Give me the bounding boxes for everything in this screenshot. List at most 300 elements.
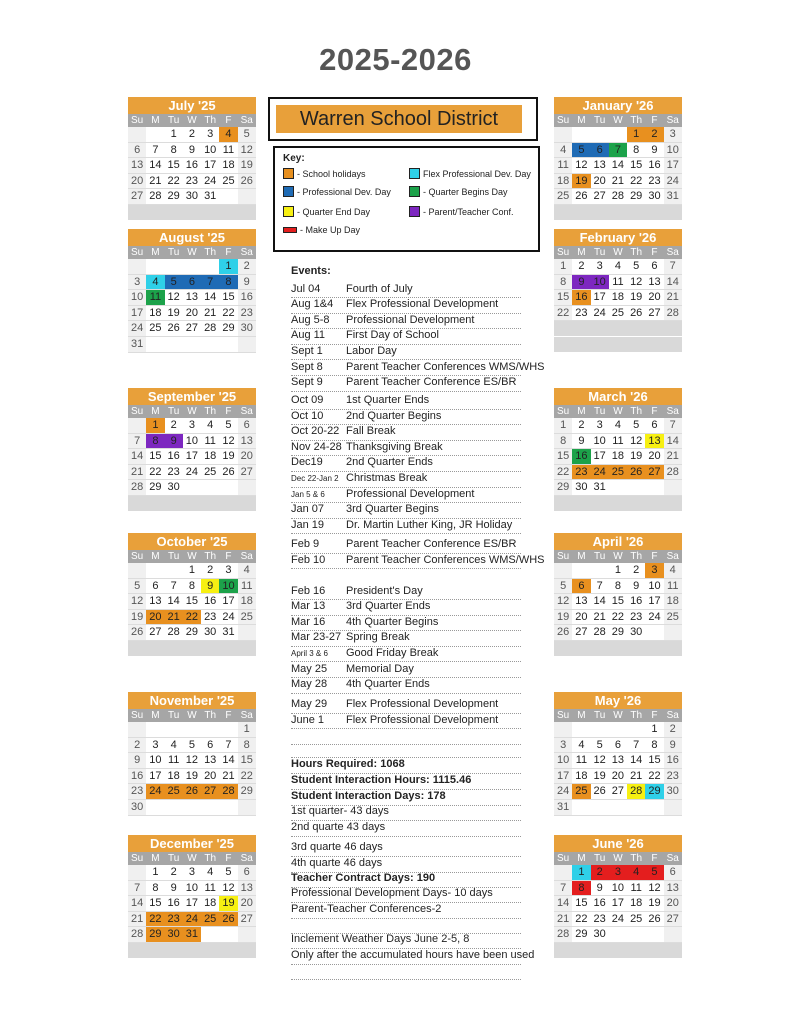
event-row <box>291 518 521 535</box>
day-cell: 28 <box>627 784 645 800</box>
event-text: Good Friday Break <box>346 646 439 659</box>
empty-cell <box>219 641 237 657</box>
day-cell: 5 <box>591 738 609 754</box>
day-cell: 11 <box>201 881 219 897</box>
day-cell: 4 <box>609 418 627 434</box>
district-title-box <box>268 97 538 141</box>
page-title: 2025-2026 <box>319 42 472 77</box>
day-cell: 7 <box>165 579 183 595</box>
day-cell: 28 <box>165 625 183 641</box>
weekday-label: W <box>613 406 623 417</box>
weekday-label: F <box>651 115 658 126</box>
event-date: Aug 11 <box>291 329 326 342</box>
day-cell: 2 <box>572 259 590 275</box>
day-cell: 28 <box>201 321 219 337</box>
weekday-header <box>554 550 682 563</box>
day-cell: 8 <box>572 881 590 897</box>
day-cell: 11 <box>572 753 590 769</box>
day-cell: 14 <box>165 594 183 610</box>
event-text: Flex Professional Development <box>346 298 499 311</box>
weekday-label: Sa <box>240 247 253 258</box>
empty-cell <box>183 496 201 512</box>
day-cell: 16 <box>627 594 645 610</box>
weekday-label: Th <box>204 710 217 721</box>
empty-cell <box>645 496 663 512</box>
weekday-label: Sa <box>240 115 253 126</box>
event-text: Memorial Day <box>346 662 414 675</box>
key-item <box>409 168 531 179</box>
day-cell: 27 <box>238 912 256 928</box>
empty-cell <box>146 800 164 816</box>
day-cell: 7 <box>664 418 682 434</box>
day-cell: 24 <box>128 321 146 337</box>
empty-cell <box>645 625 663 641</box>
day-cell: 25 <box>609 465 627 481</box>
event-date: Nov 24-28 <box>291 440 342 453</box>
weekday-label: W <box>187 853 197 864</box>
day-cell: 27 <box>146 625 164 641</box>
weekday-label: M <box>577 551 586 562</box>
day-cell: 25 <box>572 784 590 800</box>
event-row <box>291 393 521 410</box>
empty-cell <box>201 259 219 275</box>
day-cell: 22 <box>572 912 590 928</box>
day-cell: 18 <box>219 158 237 174</box>
weekday-label: Su <box>131 247 144 258</box>
day-cell: 22 <box>627 174 645 190</box>
event-text: Spring Break <box>346 631 410 644</box>
day-cell: 11 <box>165 753 183 769</box>
day-cell: 8 <box>238 738 256 754</box>
empty-cell <box>645 800 663 816</box>
weekday-label: Su <box>557 115 570 126</box>
empty-cell <box>609 127 627 143</box>
empty-cell <box>627 927 645 943</box>
month-title: June '26 <box>554 835 682 852</box>
weekday-label: Tu <box>168 247 180 258</box>
weekday-label: Su <box>131 853 144 864</box>
day-cell: 24 <box>219 610 237 626</box>
day-cell: 12 <box>165 290 183 306</box>
weekday-label: Su <box>131 551 144 562</box>
event-date: Oct 20-22 <box>291 425 340 438</box>
day-grid <box>128 259 256 353</box>
event-date: Jul 04 <box>291 282 321 295</box>
empty-cell <box>238 927 256 943</box>
event-text: 2nd Quarter Begins <box>346 409 442 422</box>
event-date: May 28 <box>291 678 328 691</box>
day-cell: 27 <box>645 306 663 322</box>
event-date: Mar 23-27 <box>291 631 342 644</box>
day-cell: 18 <box>238 594 256 610</box>
event-text: Parent Teacher Conferences WMS/WHS <box>346 360 545 373</box>
day-cell: 30 <box>664 784 682 800</box>
day-cell: 3 <box>554 738 572 754</box>
day-cell: 22 <box>238 769 256 785</box>
day-cell: 8 <box>146 881 164 897</box>
empty-cell <box>146 259 164 275</box>
weekday-header <box>554 709 682 722</box>
weekday-label: Tu <box>594 710 606 721</box>
empty-cell <box>572 205 590 221</box>
empty-cell <box>146 563 164 579</box>
legend-key <box>273 146 540 252</box>
day-cell: 18 <box>146 306 164 322</box>
day-cell: 16 <box>183 158 201 174</box>
weekday-label: F <box>225 710 232 721</box>
day-cell: 10 <box>183 434 201 450</box>
month-calendar <box>128 229 256 353</box>
empty-cell <box>165 259 183 275</box>
day-cell: 16 <box>201 594 219 610</box>
day-cell: 2 <box>165 418 183 434</box>
day-cell: 1 <box>165 127 183 143</box>
empty-cell <box>201 722 219 738</box>
empty-cell <box>554 127 572 143</box>
day-cell: 30 <box>591 927 609 943</box>
event-date: Sept 1 <box>291 344 323 357</box>
event-text: Thanksgiving Break <box>346 440 443 453</box>
day-cell: 6 <box>201 738 219 754</box>
key-swatch <box>409 168 420 179</box>
day-cell: 26 <box>572 189 590 205</box>
month-title: November '25 <box>128 692 256 709</box>
empty-cell <box>609 722 627 738</box>
weekday-header <box>128 550 256 563</box>
event-text: Fall Break <box>346 425 396 438</box>
empty-cell <box>627 337 645 353</box>
day-cell: 7 <box>664 259 682 275</box>
day-cell: 6 <box>591 143 609 159</box>
day-cell: 29 <box>572 927 590 943</box>
event-date: Oct 10 <box>291 409 324 422</box>
day-cell: 17 <box>609 896 627 912</box>
day-cell: 14 <box>627 753 645 769</box>
weekday-label: Th <box>204 406 217 417</box>
event-row <box>291 424 521 441</box>
event-text: 3rd Quarter Begins <box>346 503 439 516</box>
day-cell: 29 <box>165 189 183 205</box>
day-cell: 27 <box>609 784 627 800</box>
event-row <box>291 282 521 299</box>
day-cell: 21 <box>609 174 627 190</box>
day-cell: 5 <box>627 259 645 275</box>
day-cell: 9 <box>238 275 256 291</box>
day-cell: 13 <box>645 434 663 450</box>
day-cell: 30 <box>128 800 146 816</box>
day-cell: 27 <box>183 321 201 337</box>
month-title: August '25 <box>128 229 256 246</box>
day-cell: 3 <box>183 865 201 881</box>
empty-cell <box>572 496 590 512</box>
event-text: Parent Teacher Conferences WMS/WHS <box>346 553 545 566</box>
empty-cell <box>572 563 590 579</box>
empty-cell <box>591 563 609 579</box>
day-cell: 19 <box>128 610 146 626</box>
empty-cell <box>627 722 645 738</box>
event-row <box>291 584 521 601</box>
weekday-label: Su <box>557 247 570 258</box>
event-row <box>291 471 521 488</box>
empty-cell <box>165 800 183 816</box>
day-cell: 31 <box>183 927 201 943</box>
day-cell: 4 <box>609 259 627 275</box>
day-cell: 9 <box>165 434 183 450</box>
month-title: July '25 <box>128 97 256 114</box>
day-cell: 8 <box>554 275 572 291</box>
day-cell: 13 <box>183 290 201 306</box>
key-swatch <box>283 168 294 179</box>
day-cell: 3 <box>591 259 609 275</box>
day-cell: 26 <box>238 174 256 190</box>
day-cell: 17 <box>201 158 219 174</box>
summary-note: Only after the accumulated hours have been used <box>291 948 521 965</box>
day-grid <box>554 127 682 221</box>
day-cell: 8 <box>609 579 627 595</box>
day-cell: 20 <box>609 769 627 785</box>
day-cell: 28 <box>554 927 572 943</box>
day-cell: 11 <box>201 434 219 450</box>
day-cell: 29 <box>146 480 164 496</box>
day-cell: 14 <box>219 753 237 769</box>
event-row <box>291 487 521 504</box>
empty-cell <box>128 259 146 275</box>
weekday-label: F <box>651 853 658 864</box>
day-cell: 12 <box>554 594 572 610</box>
day-cell: 21 <box>664 449 682 465</box>
day-cell: 7 <box>554 881 572 897</box>
day-cell: 26 <box>219 912 237 928</box>
day-cell: 21 <box>554 912 572 928</box>
day-cell: 13 <box>664 881 682 897</box>
weekday-label: F <box>651 710 658 721</box>
day-grid <box>128 418 256 512</box>
day-cell: 28 <box>664 306 682 322</box>
day-cell: 7 <box>128 881 146 897</box>
empty-cell <box>128 496 146 512</box>
weekday-label: Sa <box>666 710 679 721</box>
empty-cell <box>664 321 682 337</box>
empty-cell <box>591 127 609 143</box>
day-cell: 24 <box>591 306 609 322</box>
day-grid <box>554 865 682 959</box>
empty-cell <box>219 189 237 205</box>
day-cell: 24 <box>609 912 627 928</box>
day-cell: 10 <box>128 290 146 306</box>
day-cell: 1 <box>183 563 201 579</box>
day-cell: 17 <box>146 769 164 785</box>
weekday-label: Su <box>557 853 570 864</box>
weekday-header <box>554 405 682 418</box>
empty-cell <box>627 205 645 221</box>
empty-cell <box>554 722 572 738</box>
day-cell: 22 <box>609 610 627 626</box>
empty-cell <box>609 943 627 959</box>
day-cell: 17 <box>664 158 682 174</box>
empty-cell <box>627 943 645 959</box>
empty-cell <box>201 337 219 353</box>
event-text: Christmas Break <box>346 472 428 484</box>
day-cell: 25 <box>238 610 256 626</box>
weekday-label: W <box>613 247 623 258</box>
day-cell: 11 <box>609 275 627 291</box>
day-cell: 3 <box>609 865 627 881</box>
day-cell: 25 <box>627 912 645 928</box>
day-cell: 3 <box>591 418 609 434</box>
empty-cell <box>165 337 183 353</box>
day-cell: 25 <box>554 189 572 205</box>
day-cell: 21 <box>128 465 146 481</box>
day-cell: 29 <box>554 480 572 496</box>
day-cell: 20 <box>238 896 256 912</box>
day-cell: 21 <box>664 290 682 306</box>
empty-cell <box>219 496 237 512</box>
day-cell: 29 <box>183 625 201 641</box>
empty-cell <box>146 127 164 143</box>
day-cell: 13 <box>572 594 590 610</box>
weekday-label: Th <box>630 115 643 126</box>
day-cell: 19 <box>627 449 645 465</box>
weekday-label: Sa <box>666 406 679 417</box>
day-cell: 12 <box>572 158 590 174</box>
day-cell: 3 <box>645 563 663 579</box>
day-cell: 7 <box>219 738 237 754</box>
day-cell: 20 <box>591 174 609 190</box>
day-cell: 1 <box>219 259 237 275</box>
weekday-label: Tu <box>168 115 180 126</box>
empty-cell <box>146 722 164 738</box>
event-row <box>291 375 521 392</box>
empty-cell <box>572 800 590 816</box>
empty-cell <box>201 641 219 657</box>
empty-cell <box>609 321 627 337</box>
day-cell: 3 <box>146 738 164 754</box>
day-cell: 3 <box>128 275 146 291</box>
day-cell: 6 <box>238 865 256 881</box>
day-cell: 17 <box>183 449 201 465</box>
month-calendar <box>554 692 682 816</box>
day-cell: 26 <box>219 465 237 481</box>
day-cell: 19 <box>238 158 256 174</box>
key-swatch <box>283 206 294 217</box>
weekday-label: W <box>187 551 197 562</box>
day-cell: 8 <box>146 434 164 450</box>
day-cell: 15 <box>554 449 572 465</box>
summary-note: Student Interaction Days: 178 <box>291 789 521 806</box>
day-cell: 12 <box>219 881 237 897</box>
day-cell: 19 <box>554 610 572 626</box>
key-item <box>283 186 391 197</box>
empty-cell <box>664 205 682 221</box>
empty-cell <box>238 496 256 512</box>
day-cell: 1 <box>645 722 663 738</box>
empty-cell <box>201 927 219 943</box>
day-cell: 26 <box>627 465 645 481</box>
event-text: 1st Quarter Ends <box>346 394 430 406</box>
day-cell: 22 <box>146 465 164 481</box>
empty-cell <box>572 127 590 143</box>
event-row <box>291 677 521 694</box>
event-date: Sept 8 <box>291 360 323 373</box>
empty-cell <box>183 480 201 496</box>
empty-cell <box>664 337 682 353</box>
month-title: March '26 <box>554 388 682 405</box>
day-cell: 12 <box>627 275 645 291</box>
month-title: February '26 <box>554 229 682 246</box>
day-cell: 26 <box>128 625 146 641</box>
day-cell: 7 <box>591 579 609 595</box>
day-cell: 24 <box>645 610 663 626</box>
summary-note: 1st quarter- 43 days <box>291 804 521 821</box>
day-cell: 21 <box>627 769 645 785</box>
weekday-label: Th <box>630 406 643 417</box>
day-cell: 5 <box>645 865 663 881</box>
day-cell: 20 <box>183 306 201 322</box>
weekday-label: Tu <box>168 551 180 562</box>
weekday-label: W <box>613 710 623 721</box>
empty-cell <box>664 625 682 641</box>
day-cell: 5 <box>165 275 183 291</box>
day-cell: 22 <box>183 610 201 626</box>
month-calendar <box>554 388 682 512</box>
event-text: President's Day <box>346 584 423 597</box>
month-title: December '25 <box>128 835 256 852</box>
weekday-label: Sa <box>666 115 679 126</box>
event-row <box>291 553 545 570</box>
weekday-label: Su <box>131 406 144 417</box>
empty-cell <box>165 641 183 657</box>
day-cell: 13 <box>609 753 627 769</box>
summary-note: Hours Required: 1068 <box>291 757 521 774</box>
day-cell: 12 <box>128 594 146 610</box>
weekday-label: W <box>187 247 197 258</box>
event-text: 2nd Quarter Ends <box>346 456 433 469</box>
day-cell: 18 <box>627 896 645 912</box>
day-cell: 31 <box>664 189 682 205</box>
day-cell: 8 <box>554 434 572 450</box>
empty-cell <box>183 337 201 353</box>
day-cell: 24 <box>183 465 201 481</box>
day-cell: 3 <box>201 127 219 143</box>
day-cell: 2 <box>128 738 146 754</box>
key-label: - Parent/Teacher Conf. <box>423 206 514 217</box>
day-cell: 13 <box>128 158 146 174</box>
day-cell: 11 <box>146 290 164 306</box>
day-cell: 14 <box>554 896 572 912</box>
blank-row <box>291 741 521 758</box>
day-cell: 19 <box>219 449 237 465</box>
weekday-label: M <box>577 247 586 258</box>
key-item <box>409 206 514 217</box>
weekday-label: M <box>577 115 586 126</box>
weekday-label: F <box>651 247 658 258</box>
day-cell: 25 <box>664 610 682 626</box>
day-cell: 18 <box>664 594 682 610</box>
key-label: Flex Professional Dev. Day <box>423 168 531 179</box>
empty-cell <box>627 321 645 337</box>
empty-cell <box>627 800 645 816</box>
day-cell: 6 <box>664 865 682 881</box>
day-cell: 2 <box>591 865 609 881</box>
empty-cell <box>627 496 645 512</box>
empty-cell <box>146 205 164 221</box>
day-cell: 21 <box>128 912 146 928</box>
empty-cell <box>591 496 609 512</box>
day-cell: 15 <box>554 290 572 306</box>
event-date: Feb 10 <box>291 553 326 566</box>
empty-cell <box>609 337 627 353</box>
event-date: Jan 19 <box>291 518 325 531</box>
